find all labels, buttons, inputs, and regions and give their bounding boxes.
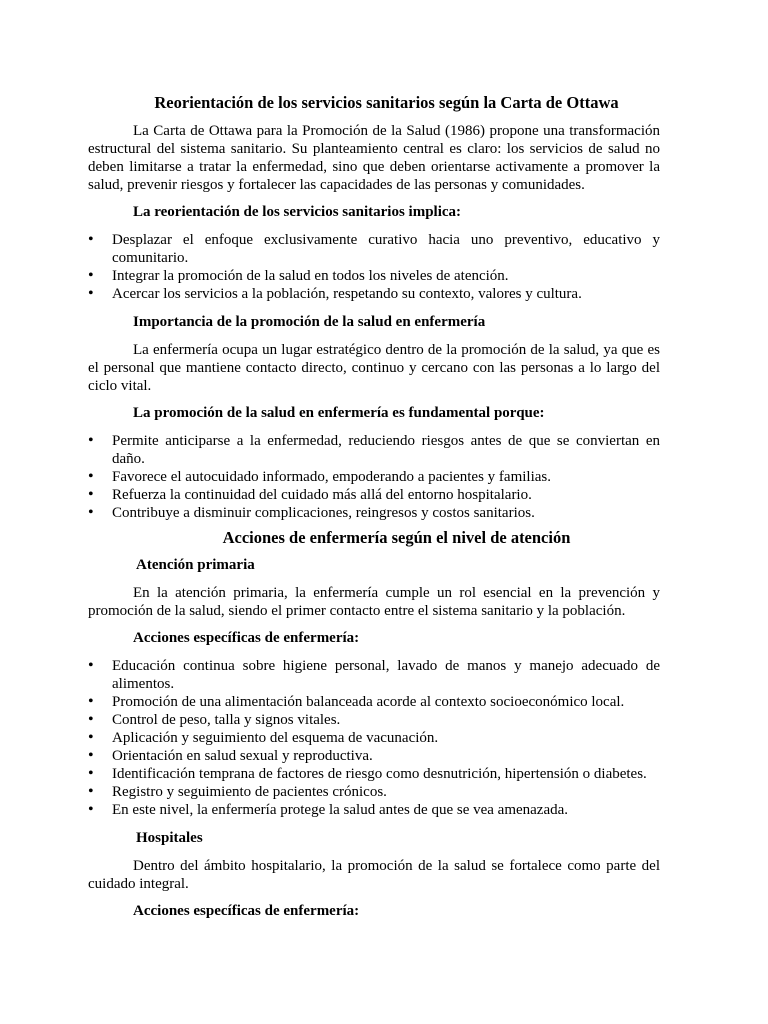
- list-item: • Desplazar el enfoque exclusivamente curativo hacia uno preventivo, educativo y comunitario.: [88, 231, 660, 267]
- list-item: • Identificación temprana de factores de riesgo como desnutrición, hipertensión o diabetes.: [88, 765, 660, 783]
- reorientation-list: [88, 231, 660, 303]
- list-item: • Registro y seguimiento de pacientes crónicos.: [88, 783, 660, 801]
- document-title: Reorientación de los servicios sanitarios según la Carta de Ottawa: [154, 93, 619, 112]
- list-item: • Refuerza la continuidad del cuidado más allá del entorno hospitalario.: [88, 486, 660, 504]
- list-item: • Integrar la promoción de la salud en todos los niveles de atención.: [88, 267, 660, 285]
- importance-heading: Importancia de la promoción de la salud en enfermería: [133, 314, 486, 330]
- list-item: • Educación continua sobre higiene personal, lavado de manos y manejo adecuado de alimentos.: [88, 657, 660, 693]
- reorientation-heading: La reorientación de los servicios sanitarios implica:: [133, 204, 462, 220]
- hospital-actions-heading: Acciones específicas de enfermería:: [133, 903, 360, 919]
- primary-care-actions-heading: Acciones específicas de enfermería:: [133, 630, 360, 646]
- list-item: • Promoción de una alimentación balanceada acorde al contexto socioeconómico local.: [88, 693, 660, 711]
- list-item: • Permite anticiparse a la enfermedad, reduciendo riesgos antes de que se conviertan en daño.: [88, 432, 660, 468]
- list-item: • Orientación en salud sexual y reproductiva.: [88, 747, 660, 765]
- hospitals-paragraph: Dentro del ámbito hospitalario, la promoción de la salud se fortalece como parte del cuidado integral.: [88, 858, 660, 892]
- importance-paragraph: La enfermería ocupa un lugar estratégico dentro de la promoción de la salud, ya que es el personal que mantiene contacto directo, continuo y cercano con las personas a lo largo del ciclo vital.: [88, 342, 660, 394]
- list-item: • En este nivel, la enfermería protege la salud antes de que se vea amenazada.: [88, 801, 660, 819]
- list-item: • Control de peso, talla y signos vitales.: [88, 711, 660, 729]
- fundamental-heading: La promoción de la salud en enfermería es fundamental porque:: [133, 405, 545, 421]
- list-item: • Acercar los servicios a la población, respetando su contexto, valores y cultura.: [88, 285, 660, 303]
- intro-paragraph: La Carta de Ottawa para la Promoción de la Salud (1986) propone una transformación estructural del sistema sanitario. Su planteamiento central es claro: los servicios de salud no deben limitarse a tratar la enfermedad, sino que deben orientarse activamente a promover la salud, prevenir riesgos y fortalecer las capacidades de las personas y comunidades.: [88, 123, 660, 193]
- fundamental-list: [88, 432, 660, 522]
- list-item: • Contribuye a disminuir complicaciones, reingresos y costos sanitarios.: [88, 504, 660, 522]
- hospitals-heading: Hospitales: [136, 830, 203, 846]
- primary-care-paragraph: En la atención primaria, la enfermería cumple un rol esencial en la prevención y promoción de la salud, siendo el primer contacto entre el sistema sanitario y la población.: [88, 585, 660, 619]
- list-item: • Favorece el autocuidado informado, empoderando a pacientes y familias.: [88, 468, 660, 486]
- list-item: • Aplicación y seguimiento del esquema de vacunación.: [88, 729, 660, 747]
- primary-care-heading: Atención primaria: [136, 557, 255, 573]
- actions-section-title: Acciones de enfermería según el nivel de atención: [222, 528, 571, 547]
- primary-care-actions-list: [88, 657, 660, 819]
- document-page: [88, 93, 660, 920]
